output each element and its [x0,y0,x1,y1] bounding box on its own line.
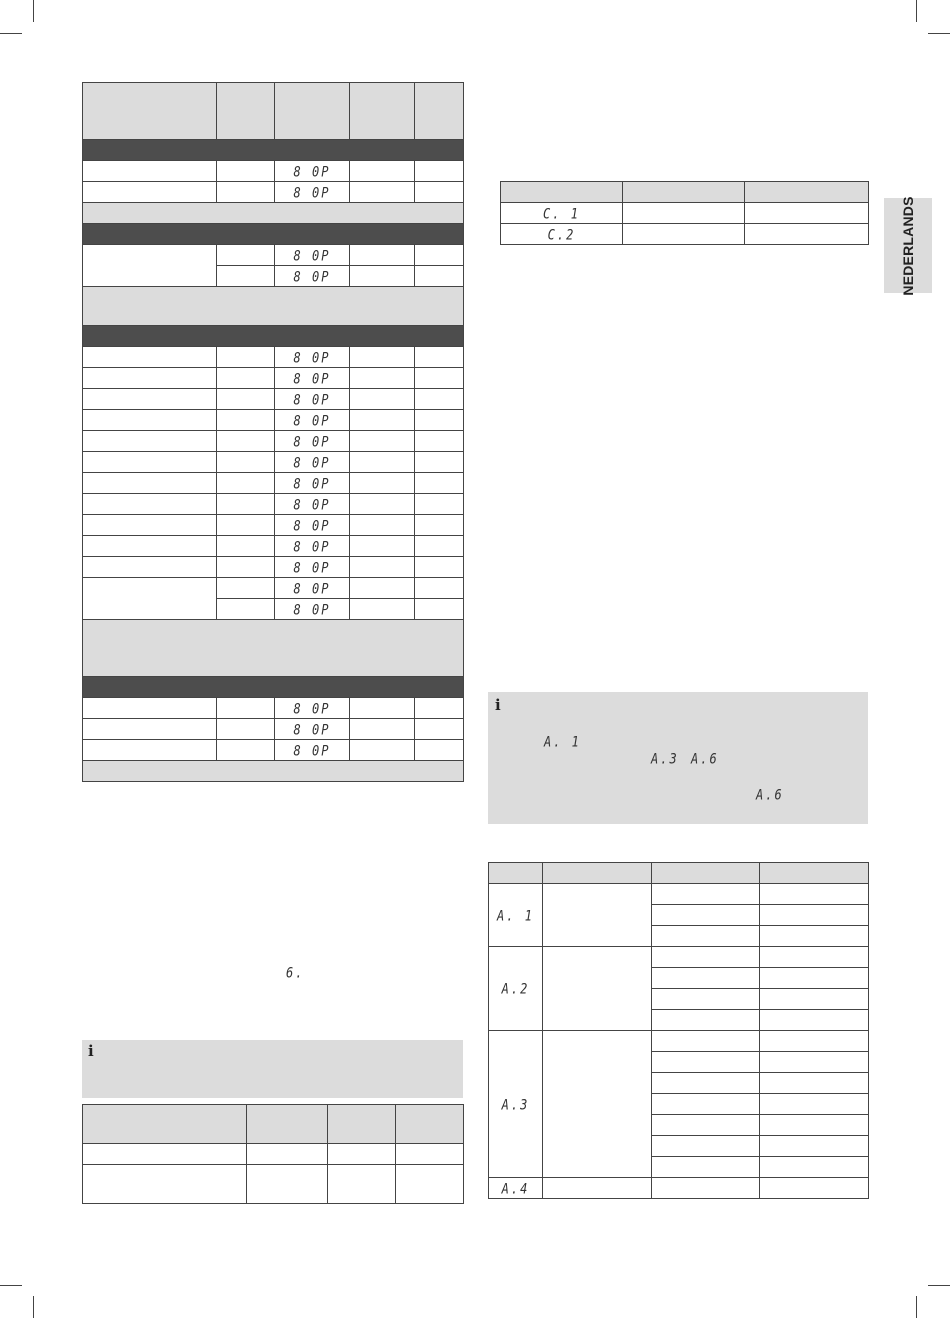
note-row [83,287,464,326]
display-code: C.2 [501,222,623,246]
crop-mark [916,1296,917,1318]
display-code: A. 1 [489,879,543,951]
display-value: 8 0P [275,429,350,453]
display-value: 8 0P [275,387,350,411]
display-value: 8 0P [275,513,350,537]
table-header-row [501,182,869,203]
display-value: 8 0P [275,366,350,390]
program-table [82,82,464,782]
note-row [83,203,464,224]
crop-mark [33,0,34,22]
table-header-row [489,863,869,884]
table-row [501,224,869,245]
table-row [83,698,464,719]
display-value: 8 0P [275,159,350,183]
inline-display-code: A.6 [691,750,719,768]
crop-mark [928,33,950,34]
table-row [83,410,464,431]
info-icon: i [495,696,501,714]
crop-mark [33,1296,34,1318]
display-value: 8 0P [275,492,350,516]
display-value: 8 0P [275,243,350,267]
info-icon: i [88,1042,94,1060]
section-header-row [83,677,464,698]
crop-mark [0,33,22,34]
info-note [82,1040,463,1098]
table-row [83,452,464,473]
inline-display-code: 6. [286,964,305,982]
table-row [83,347,464,368]
display-value: 8 0P [275,534,350,558]
display-value: 8 0P [275,471,350,495]
table-header-row [83,83,464,140]
table-row [83,245,464,266]
table-row [83,557,464,578]
table-row [83,740,464,761]
language-tab [884,195,932,296]
settings-table [82,1104,464,1204]
table-row [83,494,464,515]
table-row [83,368,464,389]
section-header-row [83,326,464,347]
table-row [83,1165,464,1204]
display-value: 8 0P [275,408,350,432]
c-settings-table [500,181,869,245]
inline-display-code: A.3 [651,750,679,768]
note-row [83,761,464,782]
section-header-row [83,224,464,245]
table-row [83,515,464,536]
table-row [83,578,464,599]
crop-mark [928,1285,950,1286]
note-row [83,620,464,677]
table-row [489,884,869,905]
table-row [83,182,464,203]
section-header-row [83,140,464,161]
display-code: A.3 [489,1019,543,1188]
table-row [83,431,464,452]
display-value: 8 0P [275,717,350,741]
display-value: 8 0P [275,597,350,621]
crop-mark [0,1285,22,1286]
display-code: A.4 [489,1176,543,1200]
table-row [489,947,869,968]
display-value: 8 0P [275,696,350,720]
display-value: 8 0P [275,450,350,474]
crop-mark [916,0,917,22]
table-row [83,719,464,740]
table-row [83,161,464,182]
inline-display-code: A.6 [756,786,784,804]
display-value: 8 0P [275,555,350,579]
display-value: 8 0P [275,180,350,204]
display-value: 8 0P [275,264,350,288]
display-value: 8 0P [275,345,350,369]
a-settings-table [488,862,869,1199]
table-row [83,389,464,410]
table-row [83,1144,464,1165]
table-row [501,203,869,224]
info-note [488,692,868,824]
table-header-row [83,1105,464,1144]
table-row [83,473,464,494]
display-value: 8 0P [275,576,350,600]
language-tab-label: NEDERLANDS [900,195,916,296]
display-code: A.2 [489,940,543,1037]
table-row [489,1031,869,1052]
table-row [83,536,464,557]
display-code: C. 1 [501,201,623,225]
display-value: 8 0P [275,738,350,762]
inline-display-code: A. 1 [544,733,581,751]
table-row [489,1178,869,1199]
